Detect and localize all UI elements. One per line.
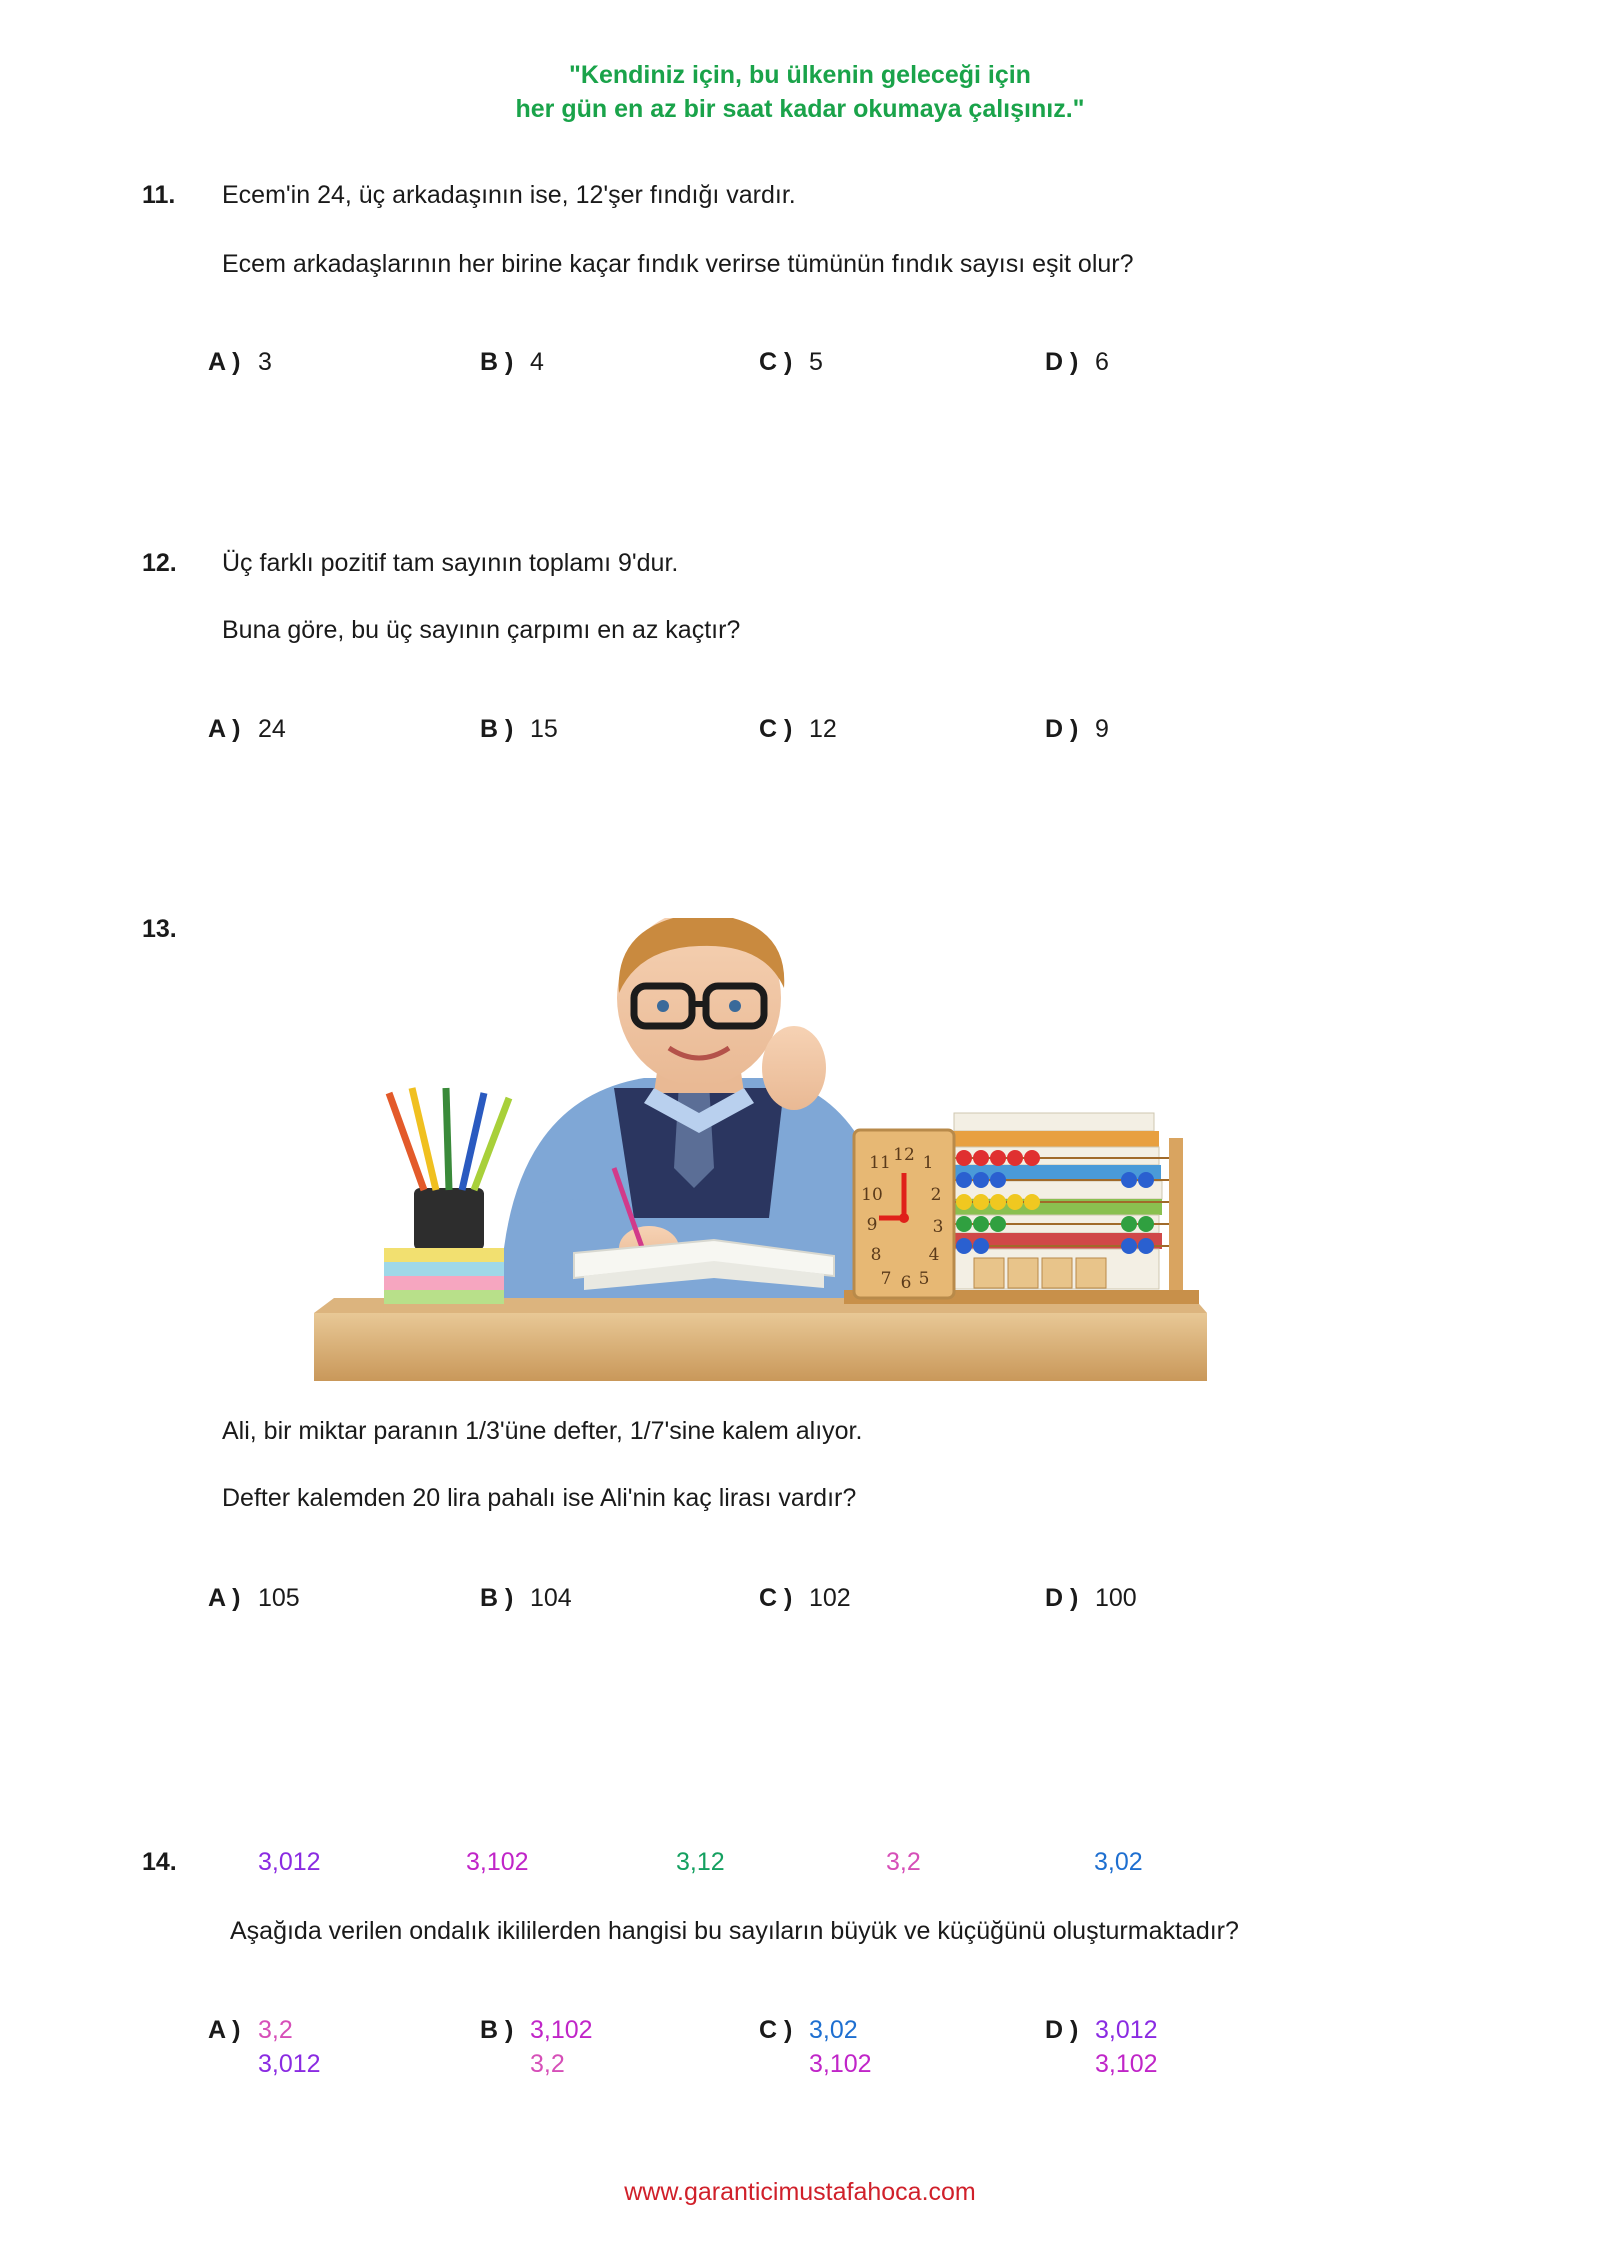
option-value: 4 <box>530 348 544 376</box>
clock-digit: 7 <box>880 1269 892 1289</box>
option-letter: A ) <box>208 715 241 743</box>
option-c[interactable] <box>759 715 837 744</box>
option-d[interactable] <box>1045 2016 1158 2078</box>
question-number: 14. <box>142 1848 177 1876</box>
question-text-line-1: Aşağıda verilen ondalık ikililerden hangisi bu sayıların büyük ve küçüğünü oluşturmaktadır? <box>230 1917 1239 1945</box>
option-c[interactable] <box>759 348 823 377</box>
option-letter: D ) <box>1045 715 1079 743</box>
option-d[interactable] <box>1045 348 1109 377</box>
clock-digit: 8 <box>870 1245 882 1265</box>
option-value: 24 <box>258 715 286 743</box>
option-letter: A ) <box>208 348 241 376</box>
question-text-line-1: Ali, bir miktar paranın 1/3'üne defter, 1/7'sine kalem alıyor. <box>222 1417 863 1445</box>
option-letter: C ) <box>759 715 793 743</box>
option-b[interactable] <box>480 2016 593 2078</box>
question-number: 12. <box>142 549 177 577</box>
motto-line-1: "Kendiniz için, bu ülkenin geleceği için <box>569 61 1031 89</box>
option-letter: B ) <box>480 348 514 376</box>
option-value-1: 3,102 <box>530 2016 593 2044</box>
option-value-1: 3,012 <box>1095 2016 1158 2044</box>
motto-line-2: her gün en az bir saat kadar okumaya çalışınız." <box>515 95 1085 123</box>
option-value-2: 3,2 <box>530 2050 565 2078</box>
option-letter: D ) <box>1045 1584 1079 1612</box>
option-value: 9 <box>1095 715 1109 743</box>
option-value-2: 3,102 <box>1095 2050 1158 2078</box>
clock-digit: 9 <box>866 1215 878 1235</box>
clock-digit: 4 <box>928 1245 940 1265</box>
option-a[interactable] <box>208 2016 321 2078</box>
given-number: 3,02 <box>1094 1848 1143 1876</box>
given-number: 3,12 <box>676 1848 725 1876</box>
option-c[interactable] <box>759 2016 872 2078</box>
option-a[interactable] <box>208 1584 300 1613</box>
given-number: 3,012 <box>258 1848 321 1876</box>
question-number: 11. <box>142 181 176 209</box>
option-letter: C ) <box>759 1584 793 1612</box>
option-c[interactable] <box>759 1584 851 1613</box>
option-value: 5 <box>809 348 823 376</box>
option-value: 3 <box>258 348 272 376</box>
given-number: 3,2 <box>886 1848 921 1876</box>
option-a[interactable] <box>208 715 286 744</box>
clock-digit: 2 <box>930 1185 942 1205</box>
header-motto <box>0 58 1600 126</box>
clock-digit: 5 <box>918 1269 930 1289</box>
option-value-1: 3,2 <box>258 2016 293 2044</box>
option-value: 6 <box>1095 348 1109 376</box>
option-d[interactable] <box>1045 715 1109 744</box>
option-letter: C ) <box>759 2016 793 2044</box>
footer-website-link[interactable]: www.garanticimustafahoca.com <box>624 2178 976 2206</box>
option-value: 100 <box>1095 1584 1137 1612</box>
option-letter: C ) <box>759 348 793 376</box>
option-d[interactable] <box>1045 1584 1137 1613</box>
question-text-line-2: Ecem arkadaşlarının her birine kaçar fındık verirse tümünün fındık sayısı eşit olur? <box>222 250 1134 278</box>
option-value-2: 3,012 <box>258 2050 321 2078</box>
option-value: 102 <box>809 1584 851 1612</box>
option-b[interactable] <box>480 715 558 744</box>
option-letter: B ) <box>480 2016 514 2044</box>
option-letter: D ) <box>1045 348 1079 376</box>
clock-digit: 6 <box>900 1273 912 1293</box>
clock-digit: 3 <box>932 1217 944 1237</box>
option-value: 15 <box>530 715 558 743</box>
question-text-line-1: Üç farklı pozitif tam sayının toplamı 9'dur. <box>222 549 679 577</box>
option-value: 104 <box>530 1584 572 1612</box>
option-value-2: 3,102 <box>809 2050 872 2078</box>
option-letter: B ) <box>480 715 514 743</box>
option-a[interactable] <box>208 348 272 377</box>
option-letter: A ) <box>208 2016 241 2044</box>
option-letter: A ) <box>208 1584 241 1612</box>
question-text-line-2: Defter kalemden 20 lira pahalı ise Ali'nin kaç lirası vardır? <box>222 1484 857 1512</box>
clock-digit: 11 <box>869 1153 891 1173</box>
option-value: 105 <box>258 1584 300 1612</box>
option-letter: D ) <box>1045 2016 1079 2044</box>
option-value-1: 3,02 <box>809 2016 858 2044</box>
option-b[interactable] <box>480 1584 572 1613</box>
boy-with-books-illustration <box>314 918 1207 1381</box>
question-number: 13. <box>142 915 177 943</box>
question-text-line-2: Buna göre, bu üç sayının çarpımı en az kaçtır? <box>222 616 741 644</box>
option-b[interactable] <box>480 348 544 377</box>
given-number: 3,102 <box>466 1848 529 1876</box>
clock-digit: 10 <box>861 1185 883 1205</box>
clock-digit: 1 <box>922 1153 934 1173</box>
option-value: 12 <box>809 715 837 743</box>
option-letter: B ) <box>480 1584 514 1612</box>
question-text-line-1: Ecem'in 24, üç arkadaşının ise, 12'şer fındığı vardır. <box>222 181 796 209</box>
clock-digit: 12 <box>893 1145 915 1165</box>
